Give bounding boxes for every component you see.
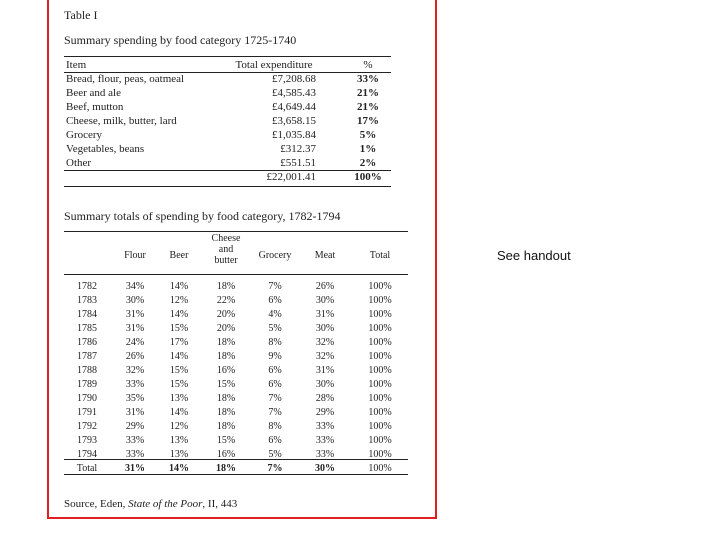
- table2-header-rule: [64, 274, 408, 275]
- table2-cell: 1788: [77, 365, 97, 376]
- table1-row: [64, 114, 391, 128]
- table2-row: [64, 350, 408, 364]
- table2-cell: 13%: [169, 393, 189, 404]
- table2-cell: 33%: [125, 449, 145, 460]
- table2-cell: 30%: [125, 295, 145, 306]
- table2-cell: 18%: [216, 421, 236, 432]
- table2-cell: 33%: [125, 379, 145, 390]
- table2-total-cell: 18%: [216, 463, 236, 474]
- source-title: State of the Poor: [128, 498, 203, 510]
- table2-row: [64, 406, 408, 420]
- table1-row: [64, 142, 391, 156]
- table2-cell: 20%: [216, 309, 236, 320]
- table1-cell-percent: 1%: [359, 143, 377, 155]
- table2-row: [64, 420, 408, 434]
- table2-row: [64, 280, 408, 294]
- table2-cell: 100%: [368, 323, 392, 334]
- table2: [64, 233, 408, 476]
- table2-cell: 15%: [169, 365, 189, 376]
- table2-cell: 100%: [368, 393, 392, 404]
- table2-cell: 28%: [315, 393, 335, 404]
- table2-body: [64, 280, 408, 462]
- table2-cell: 30%: [315, 295, 335, 306]
- table2-total-cell: 30%: [315, 463, 335, 474]
- table1-cell-percent: 33%: [357, 73, 379, 85]
- table2-cell: 31%: [125, 323, 145, 334]
- table2-total-cell: 7%: [267, 463, 283, 474]
- table2-cell: 100%: [368, 337, 392, 348]
- table2-cell: 22%: [216, 295, 236, 306]
- table1-row: [64, 86, 391, 100]
- table2-cell: 6%: [268, 295, 282, 306]
- table2-cell: 26%: [125, 351, 145, 362]
- table2-row: [64, 392, 408, 406]
- table2-row: [64, 308, 408, 322]
- table2-row: [64, 322, 408, 336]
- table2-row: [64, 378, 408, 392]
- document-scan: [47, 0, 437, 519]
- table2-cell: 33%: [315, 435, 335, 446]
- table1-header-rule: [64, 72, 391, 73]
- table2-cell: 12%: [169, 421, 189, 432]
- table2-header-cell: Cheese and butter: [211, 233, 241, 266]
- table1-row: [64, 100, 391, 114]
- table2-row: [64, 364, 408, 378]
- table2-cell: 30%: [315, 323, 335, 334]
- table2-cell: 30%: [315, 379, 335, 390]
- table2-cell: 13%: [169, 449, 189, 460]
- table2-cell: 100%: [368, 281, 392, 292]
- table2-cell: 15%: [216, 379, 236, 390]
- table1-cell-item: Other: [66, 157, 92, 169]
- table2-cell: 100%: [368, 449, 392, 460]
- table1-cell-item: Beef, mutton: [66, 101, 124, 113]
- table2-cell: 1793: [77, 435, 97, 446]
- table2-title: Summary totals of spending by food category, 1782-1794: [64, 209, 341, 223]
- table2-cell: 20%: [216, 323, 236, 334]
- table2-cell: 14%: [169, 351, 189, 362]
- table2-row: [64, 434, 408, 448]
- table1-header-expenditure: Total expenditure: [235, 59, 313, 71]
- table2-cell: 18%: [216, 407, 236, 418]
- table2-cell: 7%: [268, 407, 282, 418]
- table2-cell: 1787: [77, 351, 97, 362]
- table1-bottom-rule: [64, 186, 391, 187]
- table2-cell: 100%: [368, 435, 392, 446]
- table2-cell: 35%: [125, 393, 145, 404]
- see-handout-note: See handout: [497, 248, 571, 263]
- table1-cell-percent: 2%: [359, 157, 377, 169]
- table2-header-cell: Beer: [169, 250, 189, 261]
- table2-header-cell: Grocery: [258, 250, 292, 261]
- table2-top-rule: [64, 231, 408, 232]
- table2-cell: 15%: [169, 323, 189, 334]
- table1-cell-percent: 5%: [359, 129, 377, 141]
- table2-cell: 32%: [315, 337, 335, 348]
- table1-cell-expenditure: £4,649.44: [272, 101, 316, 113]
- table2-cell: 1785: [77, 323, 97, 334]
- table2-cell: 6%: [268, 365, 282, 376]
- table2-cell: 15%: [169, 379, 189, 390]
- table2-cell: 32%: [315, 351, 335, 362]
- table2-cell: 1782: [77, 281, 97, 292]
- table2-cell: 31%: [315, 365, 335, 376]
- table2-total-cell: 31%: [125, 463, 145, 474]
- table2-cell: 18%: [216, 351, 236, 362]
- table1-cell-item: Beer and ale: [66, 87, 121, 99]
- table2-cell: 9%: [268, 351, 282, 362]
- table2-cell: 6%: [268, 379, 282, 390]
- table2-cell: 7%: [268, 393, 282, 404]
- table2-cell: 33%: [125, 435, 145, 446]
- table1-cell-expenditure: £551.51: [280, 157, 316, 169]
- table2-cell: 24%: [125, 337, 145, 348]
- table2-cell: 1783: [77, 295, 97, 306]
- table2-total-cell: Total: [76, 463, 98, 474]
- table2-cell: 18%: [216, 337, 236, 348]
- table2-cell: 31%: [125, 407, 145, 418]
- table2-total-rule: [64, 459, 408, 460]
- table1-body-rule: [64, 170, 391, 171]
- table2-cell: 14%: [169, 407, 189, 418]
- table1: [64, 58, 391, 184]
- table2-cell: 32%: [125, 365, 145, 376]
- table2-cell: 31%: [125, 309, 145, 320]
- table2-cell: 14%: [169, 281, 189, 292]
- table2-cell: 26%: [315, 281, 335, 292]
- table2-cell: 4%: [268, 309, 282, 320]
- table2-cell: 1790: [77, 393, 97, 404]
- table1-label: Table I: [64, 8, 98, 22]
- table2-cell: 16%: [216, 449, 236, 460]
- table2-cell: 1791: [77, 407, 97, 418]
- table2-total-cell: 14%: [169, 463, 189, 474]
- table2-cell: 5%: [268, 323, 282, 334]
- table2-total-cell: 100%: [368, 463, 392, 474]
- source-prefix: Source, Eden,: [64, 498, 129, 510]
- table1-cell-item: Bread, flour, peas, oatmeal: [66, 73, 185, 85]
- table2-header: [64, 233, 408, 273]
- table1-cell-item: Cheese, milk, butter, lard: [66, 115, 177, 127]
- table1-cell-expenditure: £7,208.68: [272, 73, 316, 85]
- table1-title: Summary spending by food category 1725-1740: [64, 33, 297, 47]
- table1-row: [64, 72, 391, 86]
- source-suffix: , II, 443: [202, 498, 238, 510]
- table1-cell-percent: 21%: [357, 87, 379, 99]
- table2-header-cell: Meat: [314, 250, 336, 261]
- table2-header-cell: Flour: [124, 250, 146, 261]
- table1-total-expenditure: £22,001.41: [266, 171, 316, 183]
- table1-header: [64, 58, 391, 72]
- table2-cell: 13%: [169, 435, 189, 446]
- table2-cell: 18%: [216, 281, 236, 292]
- table2-cell: 18%: [216, 393, 236, 404]
- table1-cell-item: Grocery: [66, 129, 103, 141]
- table2-cell: 1786: [77, 337, 97, 348]
- table2-cell: 1794: [77, 449, 97, 460]
- table2-bottom-rule: [64, 474, 408, 475]
- table1-cell-percent: 21%: [357, 101, 379, 113]
- table1-total-percent: 100%: [354, 171, 382, 183]
- table2-cell: 8%: [268, 421, 282, 432]
- table2-cell: 33%: [315, 421, 335, 432]
- table2-cell: 1792: [77, 421, 97, 432]
- table2-cell: 1789: [77, 379, 97, 390]
- table2-cell: 100%: [368, 351, 392, 362]
- table2-cell: 14%: [169, 309, 189, 320]
- table2-cell: 100%: [368, 365, 392, 376]
- table2-cell: 29%: [125, 421, 145, 432]
- table1-row: [64, 156, 391, 170]
- table2-row: [64, 294, 408, 308]
- table2-cell: 100%: [368, 295, 392, 306]
- table2-cell: 29%: [315, 407, 335, 418]
- table1-total-row: [64, 170, 391, 184]
- table1-cell-percent: 17%: [357, 115, 379, 127]
- table2-cell: 12%: [169, 295, 189, 306]
- table2-cell: 5%: [268, 449, 282, 460]
- table1-cell-expenditure: £1,035.84: [272, 129, 316, 141]
- table2-cell: 34%: [125, 281, 145, 292]
- table1-cell-expenditure: £312.37: [280, 143, 316, 155]
- table2-header-cell: Total: [369, 250, 391, 261]
- table1-top-rule: [64, 56, 391, 57]
- table2-cell: 33%: [315, 449, 335, 460]
- source-citation: [64, 498, 237, 510]
- table2-row: [64, 336, 408, 350]
- table2-cell: 100%: [368, 421, 392, 432]
- table2-cell: 100%: [368, 309, 392, 320]
- table2-cell: 6%: [268, 435, 282, 446]
- table1-cell-expenditure: £3,658.15: [272, 115, 316, 127]
- table2-cell: 100%: [368, 379, 392, 390]
- table1-header-percent: %: [363, 59, 373, 71]
- table2-cell: 1784: [77, 309, 97, 320]
- table1-cell-item: Vegetables, beans: [66, 143, 145, 155]
- table2-cell: 16%: [216, 365, 236, 376]
- table2-cell: 8%: [268, 337, 282, 348]
- table1-cell-expenditure: £4,585.43: [272, 87, 316, 99]
- table2-cell: 17%: [169, 337, 189, 348]
- table2-cell: 31%: [315, 309, 335, 320]
- table2-cell: 100%: [368, 407, 392, 418]
- table1-row: [64, 128, 391, 142]
- table1-header-item: Item: [66, 59, 87, 71]
- table2-cell: 15%: [216, 435, 236, 446]
- table1-body: [64, 72, 391, 170]
- table2-cell: 7%: [268, 281, 282, 292]
